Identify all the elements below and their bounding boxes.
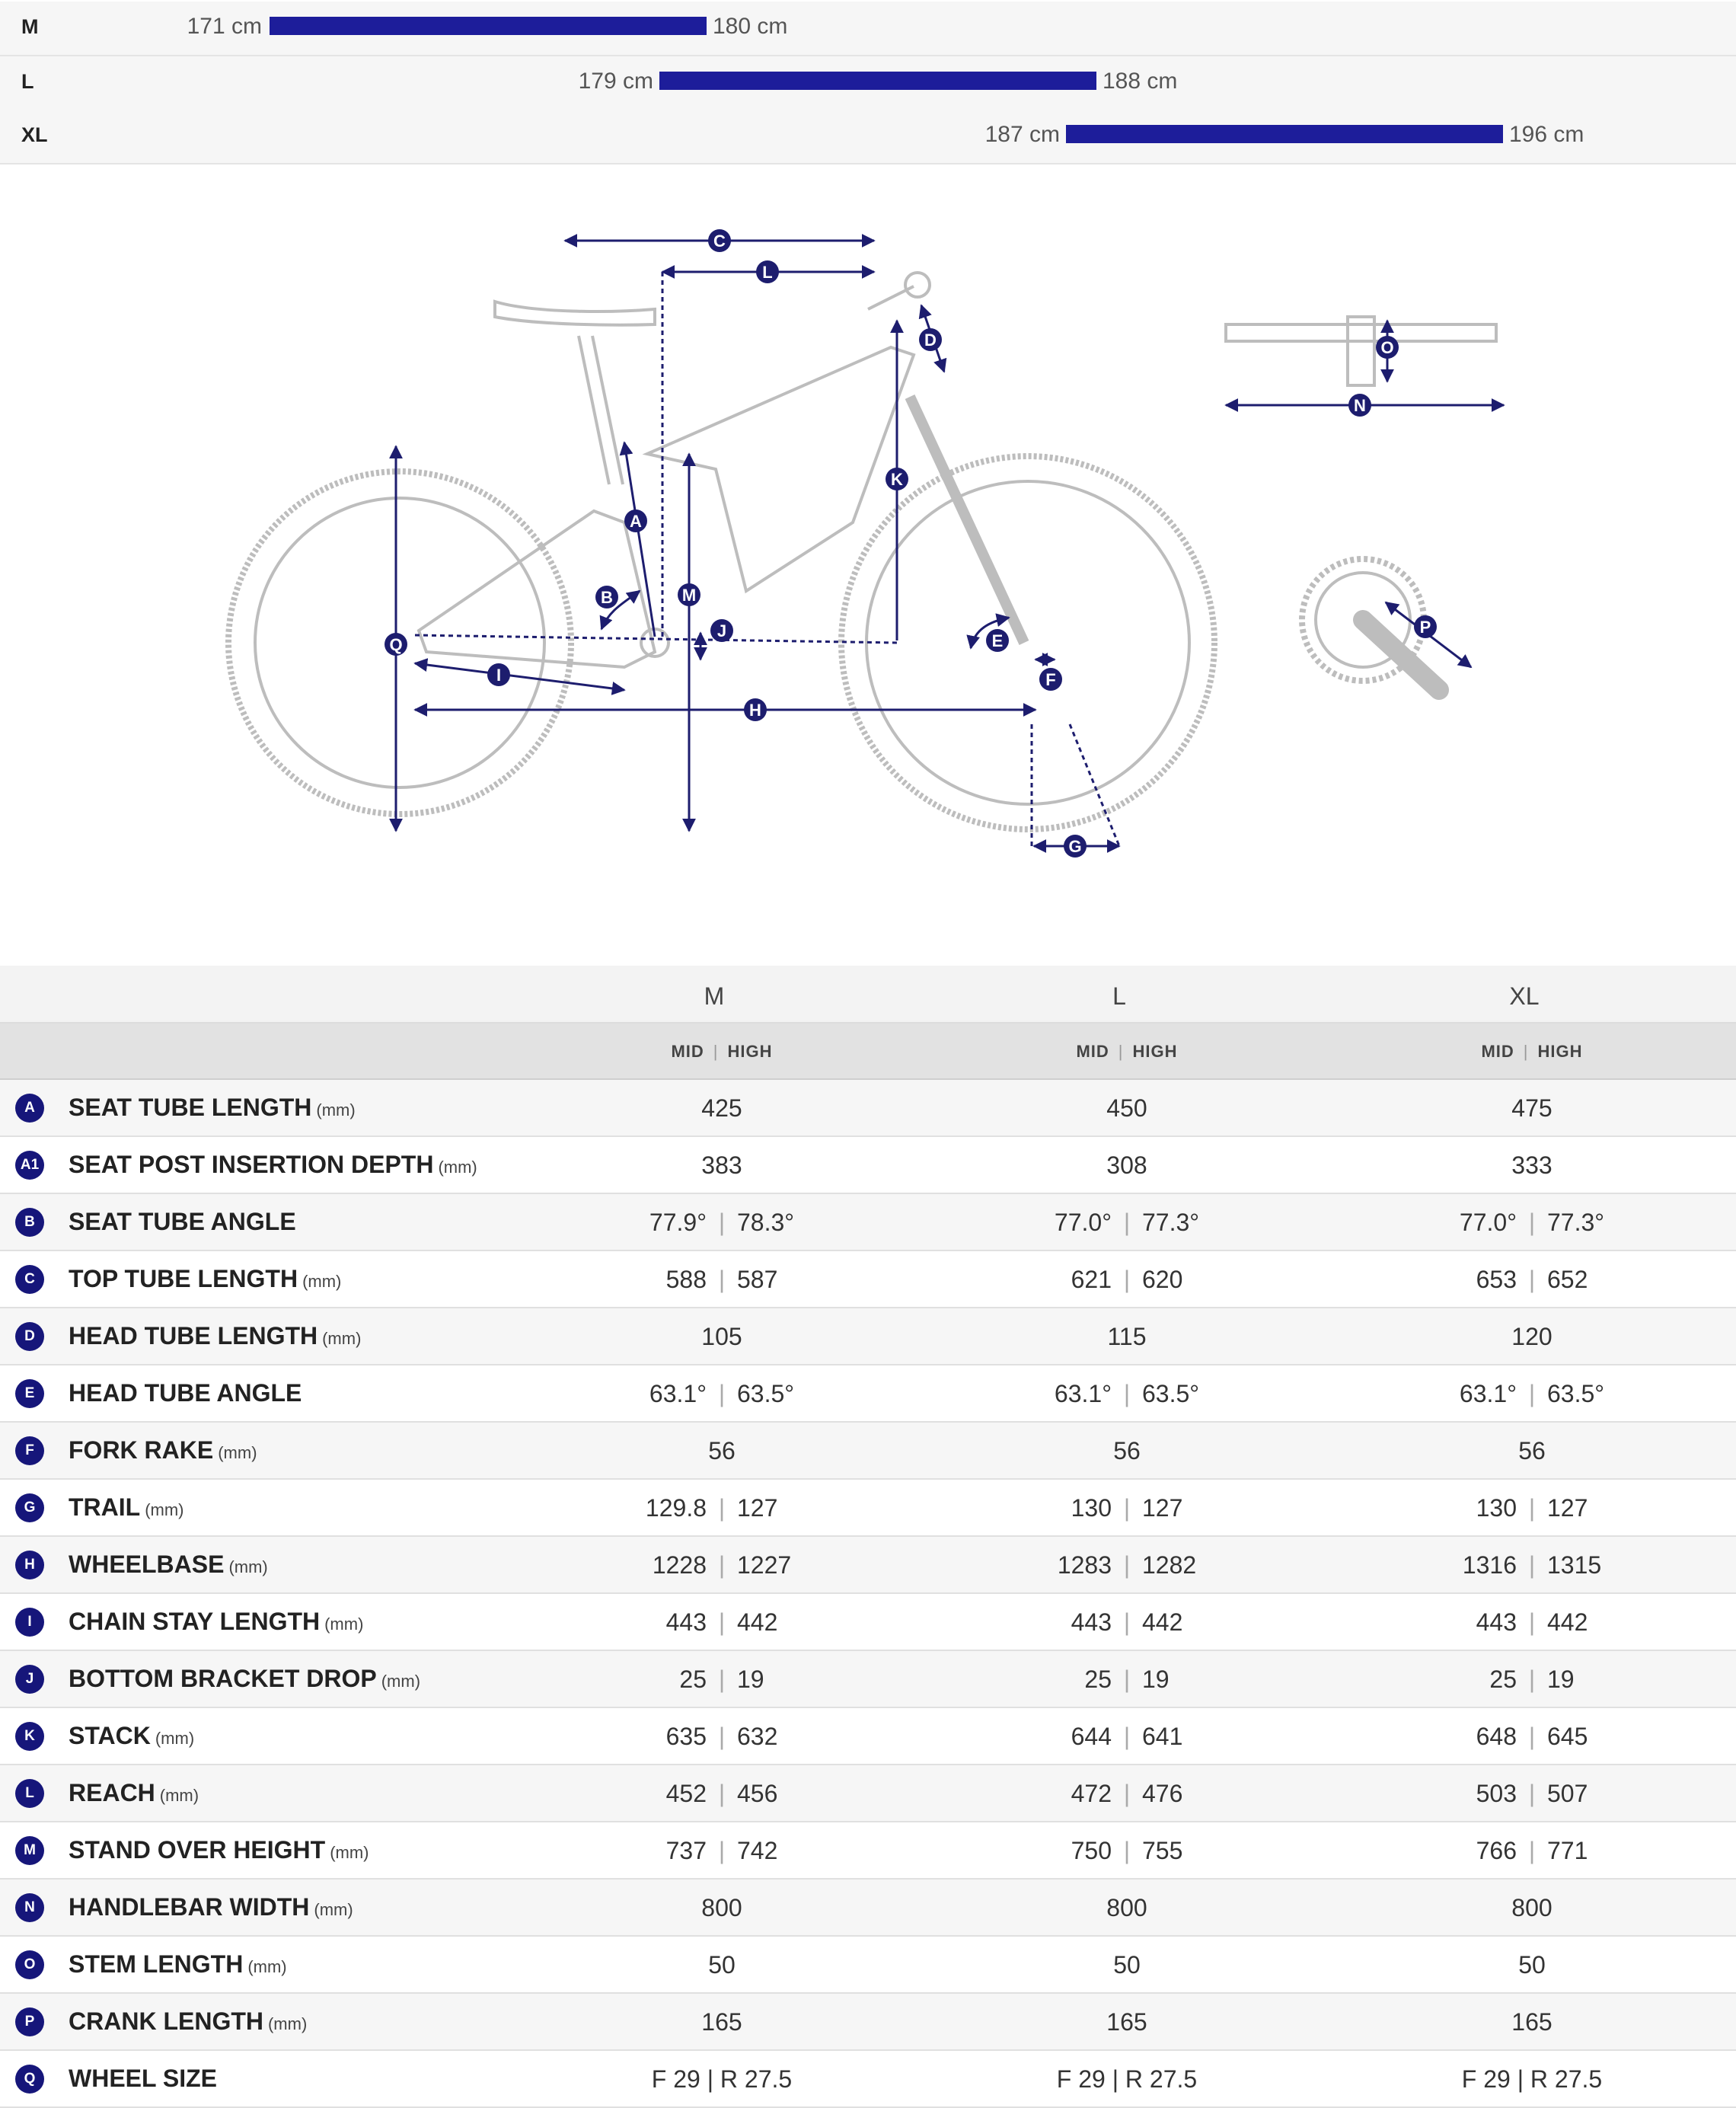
dimension-badge: D	[15, 1322, 44, 1351]
dimension-name: CHAIN STAY LENGTH (mm)	[69, 1608, 364, 1635]
marker-a	[624, 509, 647, 532]
size-label: M	[21, 15, 39, 38]
dimension-unit: (mm)	[381, 1672, 421, 1691]
dimension-badge: A	[15, 1094, 44, 1123]
table-row	[0, 1994, 1736, 2051]
value-cell-xl: 56	[1518, 1437, 1546, 1464]
dimension-lines	[396, 241, 1504, 846]
svg-text:L: L	[762, 263, 773, 282]
dimension-badge: M	[15, 1836, 44, 1865]
dimension-unit: (mm)	[218, 1443, 257, 1462]
marker-p	[1414, 615, 1437, 638]
dimension-unit: (mm)	[302, 1272, 342, 1291]
table-row	[0, 1937, 1736, 1994]
dimension-badge: I	[15, 1608, 44, 1637]
height-max: 180 cm	[713, 14, 788, 39]
dimension-unit: (mm)	[228, 1557, 268, 1576]
dimension-badge: L	[15, 1779, 44, 1808]
value-cell-l: 443 | 442	[1071, 1608, 1183, 1636]
dimension-name: BOTTOM BRACKET DROP (mm)	[69, 1665, 421, 1692]
geometry-diagram	[0, 164, 1736, 966]
value-cell-xl: 130 | 127	[1476, 1494, 1588, 1522]
value-cell-xl: 50	[1518, 1951, 1546, 1979]
value-cell-xl: 165	[1511, 2008, 1553, 2036]
value-cell-l: 644 | 641	[1071, 1723, 1183, 1750]
value-cell-l: F 29 | R 27.5	[1056, 2065, 1198, 2093]
table-size-header	[0, 966, 1736, 1024]
column-header-l: L	[1112, 982, 1126, 1010]
value-cell-l: 450	[1106, 1094, 1147, 1122]
dimension-name: STEM LENGTH (mm)	[69, 1950, 287, 1978]
value-cell-xl: 800	[1511, 1894, 1553, 1921]
value-cell-xl: 648 | 645	[1476, 1723, 1588, 1750]
marker-o	[1376, 336, 1399, 359]
value-cell-xl: 25 | 19	[1489, 1666, 1575, 1693]
table-row	[0, 2051, 1736, 2108]
height-range-bar	[1066, 125, 1503, 143]
dimension-name: SEAT TUBE LENGTH (mm)	[69, 1094, 356, 1121]
marker-q	[385, 633, 407, 656]
table-row	[0, 1822, 1736, 1880]
value-cell-m: 1228 | 1227	[652, 1551, 792, 1579]
svg-text:K: K	[891, 470, 903, 489]
dimension-badge: E	[15, 1379, 44, 1408]
value-cell-xl: 475	[1511, 1094, 1553, 1122]
value-cell-m: 383	[701, 1151, 742, 1179]
table-row	[0, 1308, 1736, 1365]
dimension-unit: (mm)	[247, 1957, 287, 1976]
table-row	[0, 1365, 1736, 1423]
dimension-name: WHEELBASE (mm)	[69, 1551, 268, 1578]
svg-text:H: H	[749, 701, 761, 720]
svg-text:A: A	[630, 512, 642, 531]
dimension-name: TOP TUBE LENGTH (mm)	[69, 1265, 342, 1292]
dimension-badge: Q	[15, 2065, 44, 2094]
dimension-unit: (mm)	[267, 2014, 308, 2033]
marker-n	[1348, 394, 1371, 417]
size-range-row-l	[0, 56, 1736, 111]
dimension-badge: P	[15, 2007, 44, 2036]
size-range-row-xl	[0, 110, 1736, 164]
value-cell-l: 50	[1113, 1951, 1141, 1979]
value-cell-l: 115	[1107, 1323, 1147, 1350]
table-row	[0, 1251, 1736, 1308]
marker-j	[710, 619, 733, 642]
value-cell-l: 750 | 755	[1071, 1837, 1183, 1864]
value-cell-l: 165	[1106, 2008, 1147, 2036]
dimension-unit: (mm)	[155, 1729, 195, 1748]
marker-l	[756, 260, 779, 283]
dimension-name: HANDLEBAR WIDTH (mm)	[69, 1893, 353, 1921]
value-cell-l: 621 | 620	[1071, 1266, 1183, 1293]
value-cell-l: 25 | 19	[1084, 1666, 1170, 1693]
svg-text:J: J	[716, 621, 727, 640]
marker-e	[986, 629, 1009, 652]
dimension-badge: J	[15, 1665, 44, 1694]
svg-text:B: B	[601, 588, 613, 607]
value-cell-m: 800	[701, 1894, 742, 1921]
value-cell-m: 737 | 742	[665, 1837, 778, 1864]
value-cell-m: 635 | 632	[665, 1723, 778, 1750]
value-cell-xl: 443 | 442	[1476, 1608, 1588, 1636]
value-cell-m: 77.9° | 78.3°	[649, 1209, 795, 1236]
table-sub-header	[0, 1024, 1736, 1080]
marker-m	[678, 583, 700, 606]
height-range-bar	[270, 17, 707, 35]
value-cell-l: 77.0° | 77.3°	[1054, 1209, 1200, 1236]
dimension-name: HEAD TUBE ANGLE	[69, 1379, 302, 1407]
value-cell-l: 63.1° | 63.5°	[1054, 1380, 1200, 1407]
column-header-xl: XL	[1509, 982, 1540, 1010]
height-range-bar	[659, 72, 1096, 90]
dimension-badge: K	[15, 1722, 44, 1751]
dimension-name: REACH (mm)	[69, 1779, 199, 1806]
dimension-name: SEAT TUBE ANGLE	[69, 1208, 296, 1235]
column-header-m: M	[704, 982, 725, 1010]
marker-b	[595, 586, 618, 608]
dimension-unit: (mm)	[316, 1100, 356, 1119]
marker-k	[886, 468, 908, 490]
dimension-badge: N	[15, 1893, 44, 1922]
sub-header-m: MID | HIGH	[671, 1042, 773, 1061]
value-cell-m: 452 | 456	[665, 1780, 778, 1807]
dimension-unit: (mm)	[324, 1615, 364, 1634]
table-row	[0, 1137, 1736, 1194]
sub-header-l: MID | HIGH	[1076, 1042, 1178, 1061]
size-label: L	[21, 70, 34, 93]
marker-h	[744, 698, 767, 721]
table-row	[0, 1880, 1736, 1937]
svg-text:M: M	[681, 586, 697, 605]
dimension-badge: H	[15, 1551, 44, 1579]
dimension-name: SEAT POST INSERTION DEPTH (mm)	[69, 1151, 477, 1178]
dimension-badge: A1	[15, 1151, 44, 1180]
dimension-unit: (mm)	[314, 1900, 353, 1919]
height-min: 171 cm	[187, 14, 262, 39]
svg-text:N: N	[1354, 396, 1366, 415]
value-cell-xl: 333	[1511, 1151, 1553, 1179]
dimension-name: WHEEL SIZE	[69, 2065, 217, 2092]
dimension-badge: B	[15, 1208, 44, 1237]
value-cell-l: 800	[1106, 1894, 1147, 1921]
height-min: 187 cm	[984, 122, 1060, 147]
value-cell-l: 130 | 127	[1071, 1494, 1183, 1522]
value-cell-m: 443 | 442	[665, 1608, 778, 1636]
value-cell-xl: 120	[1511, 1323, 1553, 1350]
svg-text:G: G	[1068, 837, 1082, 856]
value-cell-m: 588 | 587	[665, 1266, 778, 1293]
value-cell-m: 165	[701, 2008, 742, 2036]
marker-i	[487, 663, 510, 686]
size-label: XL	[21, 123, 48, 146]
svg-text:D: D	[924, 331, 937, 350]
value-cell-xl: F 29 | R 27.5	[1461, 2065, 1603, 2093]
svg-text:P: P	[1419, 618, 1431, 637]
value-cell-xl: 63.1° | 63.5°	[1459, 1380, 1605, 1407]
value-cell-xl: 503 | 507	[1476, 1780, 1588, 1807]
dimension-unit: (mm)	[322, 1329, 362, 1348]
marker-d	[919, 328, 942, 351]
value-cell-m: 63.1° | 63.5°	[649, 1380, 795, 1407]
dimension-badge: G	[15, 1493, 44, 1522]
marker-f	[1039, 668, 1062, 691]
height-max: 196 cm	[1509, 122, 1584, 147]
height-max: 188 cm	[1103, 69, 1178, 94]
svg-text:I: I	[496, 666, 502, 685]
svg-text:O: O	[1380, 338, 1394, 357]
svg-text:C: C	[713, 232, 726, 251]
svg-text:E: E	[991, 631, 1004, 650]
value-cell-l: 472 | 476	[1071, 1780, 1183, 1807]
dimension-badge: O	[15, 1950, 44, 1979]
table-row	[0, 1651, 1736, 1708]
bike-geometry-drawing	[0, 164, 1736, 966]
value-cell-l: 308	[1106, 1151, 1147, 1179]
table-row	[0, 1594, 1736, 1651]
svg-text:Q: Q	[389, 635, 403, 654]
table-row	[0, 1537, 1736, 1594]
value-cell-m: 105	[701, 1323, 742, 1350]
dimension-name: STAND OVER HEIGHT (mm)	[69, 1836, 369, 1864]
dimension-name: STACK (mm)	[69, 1722, 195, 1749]
table-row	[0, 1480, 1736, 1537]
value-cell-m: 425	[701, 1094, 742, 1122]
value-cell-l: 56	[1113, 1437, 1141, 1464]
dimension-badge: C	[15, 1265, 44, 1294]
height-min: 179 cm	[578, 69, 653, 94]
value-cell-l: 1283 | 1282	[1057, 1551, 1197, 1579]
marker-g	[1064, 835, 1087, 858]
marker-c	[708, 229, 731, 252]
table-row	[0, 1080, 1736, 1137]
dimension-unit: (mm)	[159, 1786, 199, 1805]
sub-header-xl: MID | HIGH	[1481, 1042, 1583, 1061]
value-cell-m: 56	[708, 1437, 736, 1464]
table-row	[0, 1423, 1736, 1480]
dimension-name: TRAIL (mm)	[69, 1493, 184, 1521]
value-cell-xl: 766 | 771	[1476, 1837, 1588, 1864]
table-row	[0, 1708, 1736, 1765]
value-cell-m: F 29 | R 27.5	[651, 2065, 793, 2093]
value-cell-m: 25 | 19	[679, 1666, 764, 1693]
dimension-badge: F	[15, 1436, 44, 1465]
table-row	[0, 1194, 1736, 1251]
value-cell-m: 50	[708, 1951, 736, 1979]
value-cell-xl: 1316 | 1315	[1462, 1551, 1602, 1579]
value-cell-m: 129.8 | 127	[645, 1494, 778, 1522]
dimension-name: FORK RAKE (mm)	[69, 1436, 257, 1464]
bike-outline	[228, 273, 1496, 829]
size-range-row-m	[0, 2, 1736, 56]
value-cell-xl: 77.0° | 77.3°	[1459, 1209, 1605, 1236]
value-cell-xl: 653 | 652	[1476, 1266, 1588, 1293]
dimension-name: HEAD TUBE LENGTH (mm)	[69, 1322, 362, 1349]
dimension-unit: (mm)	[145, 1500, 184, 1519]
dimension-name: CRANK LENGTH (mm)	[69, 2007, 308, 2035]
table-row	[0, 1765, 1736, 1822]
dimension-unit: (mm)	[438, 1158, 477, 1177]
dimension-unit: (mm)	[330, 1843, 369, 1862]
svg-text:F: F	[1045, 670, 1056, 689]
